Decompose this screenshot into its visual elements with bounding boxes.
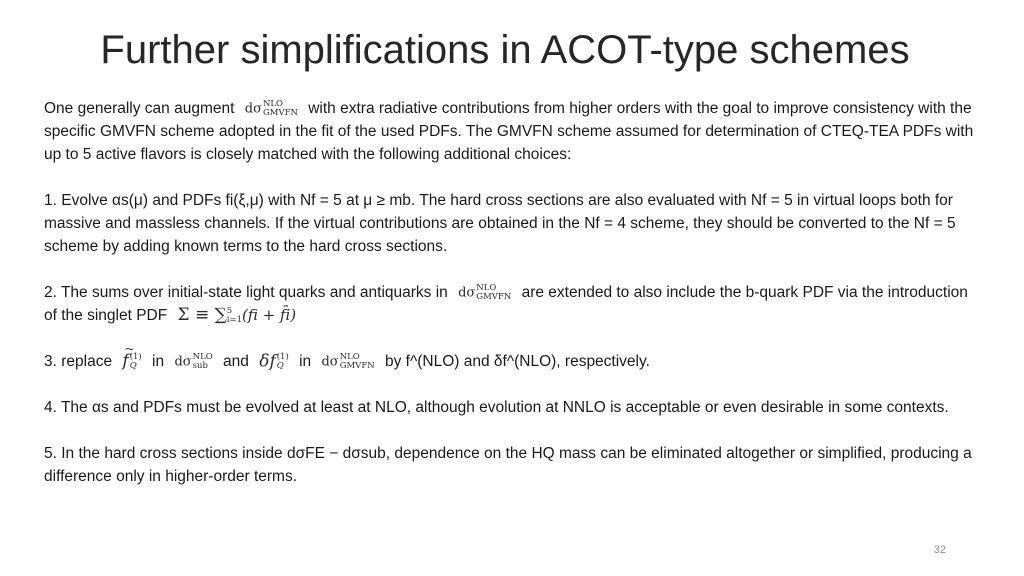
- formula-base: dσ: [321, 354, 339, 370]
- item3-text-part1: 3. replace: [44, 353, 113, 370]
- f-tilde-q-formula: [122, 353, 141, 371]
- formula-scripts: [193, 353, 213, 371]
- formula-sup: NLO: [262, 98, 284, 109]
- singlet-limits: [227, 307, 242, 325]
- delta-f-sub: Q: [276, 360, 284, 371]
- delta-f-scripts: [277, 353, 289, 371]
- singlet-symbol: Σ ≡ ∑: [177, 304, 227, 325]
- singlet-upper-limit: 5: [226, 305, 233, 316]
- slide-body: [44, 97, 984, 488]
- item-4-paragraph: 4. The αs and PDFs must be evolved at least at NLO, although evolution at NNLO is acceptable or even desirable in some contexts.: [44, 399, 949, 416]
- formula-sub: GMVFN: [476, 291, 512, 302]
- item2-text-part2: are extended to also include the b-quark PDF via the introduction of the singlet PDF: [44, 284, 968, 324]
- formula-base: dσ: [244, 101, 262, 117]
- delta-f-base: δf: [259, 351, 276, 372]
- formula-base: dσ: [458, 285, 476, 301]
- slide-title: Further simplifications in ACOT-type schemes: [100, 28, 910, 72]
- delta-f-sup: (1): [276, 351, 289, 362]
- formula-sup: NLO: [339, 351, 360, 362]
- item-3-paragraph: [44, 350, 984, 373]
- f-tilde-sup: (1): [129, 351, 142, 362]
- formula-scripts: [263, 100, 298, 118]
- intro-paragraph: [44, 97, 984, 166]
- formula-sub: GMVFN: [262, 107, 298, 118]
- formula-sup: NLO: [476, 282, 497, 293]
- dsigma-nlo-sub-formula: [174, 353, 212, 371]
- item2-text-part1: 2. The sums over initial-state light quarks and antiquarks in: [44, 284, 448, 301]
- formula-sub: sub: [192, 360, 208, 371]
- item3-text-part2: by f^(NLO) and δf^(NLO), respectively.: [384, 353, 650, 370]
- dsigma-nlo-gmvfn-formula: [245, 100, 298, 118]
- delta-f-q-formula: [259, 353, 289, 371]
- formula-base: dσ: [174, 354, 192, 370]
- dsigma-nlo-gmvfn-formula: [458, 284, 511, 302]
- item3-in-2: in: [299, 353, 312, 370]
- formula-sup: NLO: [192, 351, 213, 362]
- formula-scripts: [340, 353, 375, 371]
- singlet-lower-limit: i=1: [226, 314, 242, 325]
- page-number: 32: [933, 544, 946, 556]
- dsigma-nlo-gmvfn-formula: [321, 353, 374, 371]
- formula-sub: GMVFN: [339, 360, 375, 371]
- item3-and: and: [223, 353, 249, 370]
- item-1-paragraph: 1. Evolve αs(μ) and PDFs fi(ξ,μ) with Nf = 5 at μ ≥ mb. The hard cross sections are also evaluated with Nf = 5 in virtual loops both for massive and massless channels. If the virtual contributions are obtained in the Nf = 4 scheme, they should be converted to the Nf = 5 scheme by adding known terms to the hard cross sections.: [44, 192, 956, 255]
- f-tilde-base: ~ f: [122, 353, 128, 370]
- item-5-paragraph: 5. In the hard cross sections inside dσFE − dσsub, dependence on the HQ mass can be eliminated altogether or simplified, producing a difference only in higher-order terms.: [44, 445, 972, 485]
- intro-text-part1: One generally can augment: [44, 100, 235, 117]
- item3-in-1: in: [152, 353, 165, 370]
- intro-text-part2: with extra radiative contributions from higher orders with the goal to improve consistency with the specific GMVFN scheme adopted in the fit of the used PDFs. The GMVFN scheme assumed for determination of CTEQ-TEA PDFs with up to 5 active flavors is closely matched with the following additional choices:: [44, 100, 974, 163]
- formula-scripts: [476, 284, 511, 302]
- singlet-body: (fi + f̄i): [241, 305, 297, 324]
- f-tilde-sub: Q: [129, 360, 137, 371]
- item-2-paragraph: [44, 281, 984, 327]
- singlet-pdf-formula: [177, 304, 297, 325]
